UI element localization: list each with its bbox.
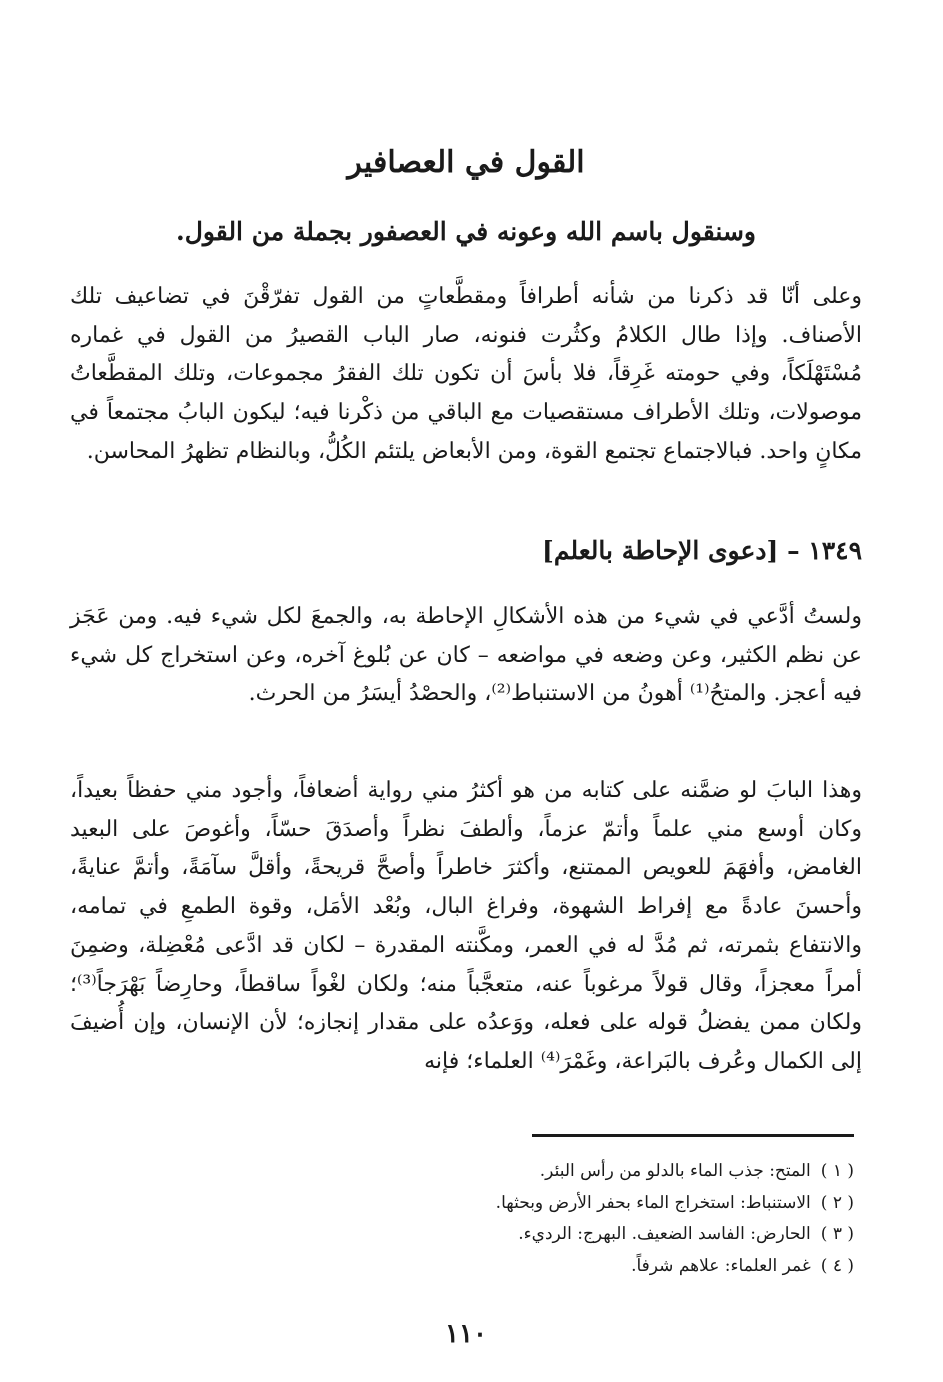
footnote-number: ( ١ )	[820, 1161, 854, 1181]
section-separator: –	[787, 536, 800, 565]
footnote-text: الحارض: الفاسد الضعيف. البهرج: الرديء.	[518, 1224, 811, 1244]
footnote-number: ( ٣ )	[820, 1224, 854, 1244]
footnote-item	[70, 1251, 854, 1283]
claim-paragraph: ولستُ أدَّعي في شيء من هذه الأشكالِ الإحاطة به، والجمعَ لكل شيء فيه. ومن عَجَز عن نظم الكثير، وعن وضعه في مواضعه – كان عن بُلوغ آخره، وعن استخراج كل شيء فيه أعجز. والمتحُ⁽¹⁾ أهونُ من الاستنباط⁽²⁾، والحصْدُ أيسَرُ من الحرث.	[70, 604, 862, 707]
footnote-item	[70, 1188, 854, 1220]
page-number: ١١٠	[445, 1319, 487, 1349]
intro-paragraph: وعلى أنّا قد ذكرنا من شأنه أطرافاً ومقطَّعاتٍ من القول تفرّقْنَ في تضاعيف تلك الأصناف. وإذا طال الكلامُ وكثُرت فنونه، صار الباب القصيرُ من القول في غماره مُسْتَهْلَكاً، وفي حومته غَرِقاً، فلا بأسَ أن تكون تلك الفقرُ مجموعات، وتلك المقطَّعاتُ موصولات، وتلك الأطراف مستقصيات مع الباقي من ذكْرنا فيه؛ ليكون البابُ مجتمعاً في مكانٍ واحد. فبالاجتماع تجتمع القوة، ومن الأبعاض يلتئم الكُلُّ، وبالنظام تظهرُ المحاسن.	[70, 284, 862, 464]
section-number: ١٣٤٩	[808, 536, 862, 565]
section-title: [دعوى الإحاطة بالعلم]	[542, 536, 779, 565]
footnote-number: ( ٤ )	[820, 1255, 854, 1276]
chapter-body-paragraph: وهذا البابَ لو ضمَّنه على كتابه من هو أكثرُ مني رواية أضعافاً، وأجود مني حفظاً بعيداً، وكان أوسع مني علماً وأتمّ عزماً، وألطفَ نظراً وأصدَقَ حسّاً، وأغوصَ على البعيد الغامض، وأفهَمَ للعويص الممتنع، وأكثرَ خاطراً وأصحَّ قريحةً، وأقلَّ سآمَةً، وأتمَّ عنايةً، وأحسنَ عادةً مع إفراط الشهوة، وفراغ البال، وبُعْد الأمَل، وقوة الطمعِ في تمامه، والانتفاع بثمرته، ثم مُدَّ له في العمر، ومكَّنته المقدرة – لكان قد ادَّعى مُعْضِلة، وضمِنَ أمراً معجزاً، وقال قولاً مرغوباً عنه، متعجَّباً منه؛ ولكان لغْواً ساقطاً، وحارِضاً بَهْرَجاً⁽³⁾؛ ولكان ممن يفضلُ قوله على فعله، ووَعدُه على مقدار إنجازه؛ لأن الإنسان، وإن أُضيفَ إلى الكمال وعُرف بالبَراعة، وغَمْرَ⁽⁴⁾ العلماء؛ فإنه	[70, 778, 862, 1074]
footnotes-list	[70, 1156, 854, 1282]
footnote-item	[70, 1156, 854, 1188]
chapter-title: القول في العصافير	[347, 145, 585, 180]
footnote-text: غمر العلماء: علاهم شرفاً.	[631, 1255, 811, 1276]
chapter-subtitle: وسنقول باسم الله وعونه في العصفور بجملة من القول.	[176, 217, 756, 246]
footnote-text: الاستنباط: استخراج الماء بحفر الأرض وبحثها.	[495, 1192, 811, 1213]
footnote-item	[70, 1219, 854, 1251]
section-heading	[70, 532, 862, 570]
book-page	[70, 0, 862, 1382]
footnote-divider	[532, 1134, 854, 1137]
footnote-number: ( ٢ )	[820, 1192, 854, 1213]
footnote-text: المتح: جذب الماء بالدلو من رأس البئر.	[539, 1161, 811, 1181]
